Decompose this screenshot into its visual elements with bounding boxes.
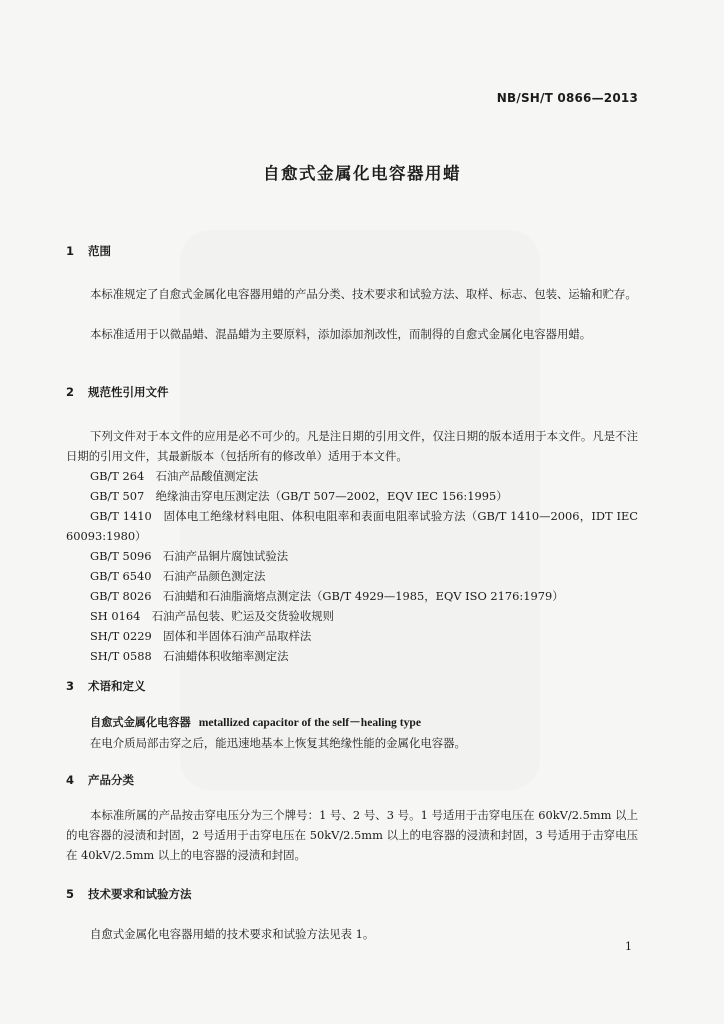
section-1-paragraph-2: 本标准适用于以微晶蜡、混晶蜡为主要原料，添加添加剂改性，而制得的自愈式金属化电容器用蜡。 bbox=[90, 327, 592, 341]
section-5-paragraph: 自愈式金属化电容器用蜡的技术要求和试验方法见表 1。 bbox=[90, 927, 375, 941]
reference-item: GB/T 1410 固体电工绝缘材料电阻、体积电阻率和表面电阻率试验方法（GB/T 1410—2006，IDT IEC 60093:1980） bbox=[66, 509, 638, 543]
section-title: 规范性引用文件 bbox=[88, 385, 169, 399]
reference-item: GB/T 6540 石油产品颜色测定法 bbox=[90, 569, 266, 583]
reference-item: SH/T 0229 固体和半固体石油产品取样法 bbox=[90, 629, 312, 643]
section-2-heading bbox=[66, 384, 169, 400]
reference-item: GB/T 264 石油产品酸值测定法 bbox=[90, 469, 259, 483]
section-number: 1 bbox=[66, 244, 75, 258]
term-definition: 在电介质局部击穿之后，能迅速地基本上恢复其绝缘性能的金属化电容器。 bbox=[90, 736, 466, 750]
term-english: metallized capacitor of the self－healing type bbox=[198, 716, 421, 729]
reference-item: SH/T 0588 石油蜡体积收缩率测定法 bbox=[90, 649, 289, 663]
section-title: 范围 bbox=[88, 244, 111, 258]
standard-code: NB/SH/T 0866—2013 bbox=[496, 91, 638, 105]
section-2-intro: 下列文件对于本文件的应用是必不可少的。凡是注日期的引用文件，仅注日期的版本适用于本文件。凡是不注日期的引用文件，其最新版本（包括所有的修改单）适用于本文件。 bbox=[66, 429, 638, 463]
section-title: 技术要求和试验方法 bbox=[88, 887, 192, 901]
document-title: 自愈式金属化电容器用蜡 bbox=[263, 164, 461, 183]
section-number: 5 bbox=[66, 887, 75, 901]
section-number: 2 bbox=[66, 385, 75, 399]
section-title: 产品分类 bbox=[88, 773, 134, 787]
section-title: 术语和定义 bbox=[88, 679, 146, 693]
reference-item: GB/T 507 绝缘油击穿电压测定法（GB/T 507—2002，EQV IEC 156:1995） bbox=[90, 489, 508, 503]
reference-item: SH 0164 石油产品包装、贮运及交货验收规则 bbox=[90, 609, 334, 623]
section-1-heading bbox=[66, 243, 111, 259]
section-5-heading bbox=[66, 886, 192, 902]
term-chinese: 自愈式金属化电容器 bbox=[90, 716, 191, 729]
page-number: 1 bbox=[625, 940, 632, 953]
section-1-paragraph-1: 本标准规定了自愈式金属化电容器用蜡的产品分类、技术要求和试验方法、取样、标志、包装、运输和贮存。 bbox=[90, 287, 637, 301]
term-entry bbox=[90, 712, 421, 733]
section-4-heading bbox=[66, 772, 134, 788]
reference-item: GB/T 5096 石油产品铜片腐蚀试验法 bbox=[90, 549, 289, 563]
section-3-heading bbox=[66, 678, 146, 694]
reference-item: GB/T 8026 石油蜡和石油脂滴熔点测定法（GB/T 4929—1985，EQV ISO 2176:1979） bbox=[90, 589, 564, 603]
section-number: 4 bbox=[66, 773, 75, 787]
section-4-paragraph: 本标准所属的产品按击穿电压分为三个牌号：1 号、2 号、3 号。1 号适用于击穿电压在 60kV/2.5mm 以上的电容器的浸渍和封固，2 号适用于击穿电压在 50kV/2.5mm 以上的电容器的浸渍和封固，3 号适用于击穿电压在 40kV/2.5mm 以上的电容器的浸渍和封固。 bbox=[66, 808, 638, 862]
section-number: 3 bbox=[66, 679, 75, 693]
